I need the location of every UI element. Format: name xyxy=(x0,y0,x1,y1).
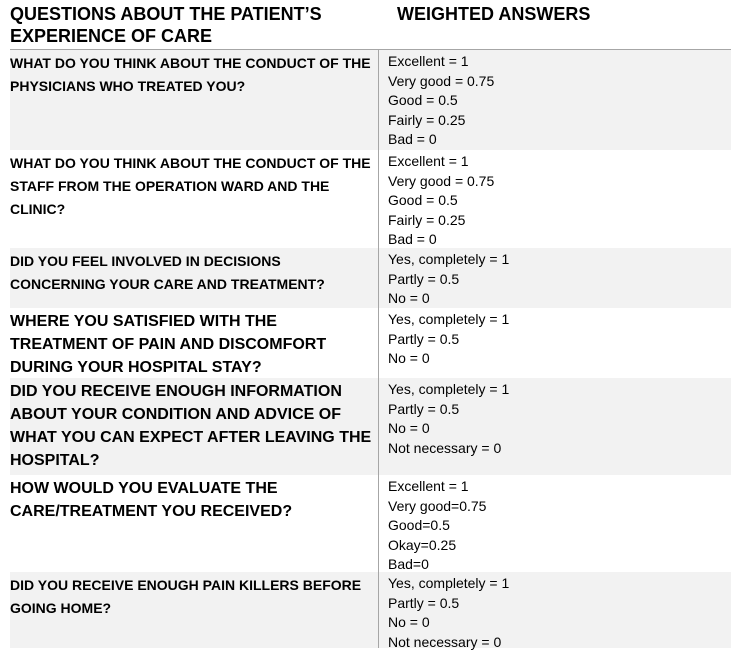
answer-option: Good = 0.5 xyxy=(388,91,731,111)
answer-option: Fairly = 0.25 xyxy=(388,211,731,231)
table-row xyxy=(10,378,731,475)
answer-option: Yes, completely = 1 xyxy=(388,380,731,400)
answer-option: Very good = 0.75 xyxy=(388,72,731,92)
answers-cell xyxy=(379,572,731,648)
answer-option: Not necessary = 0 xyxy=(388,633,731,652)
answer-option: Not necessary = 0 xyxy=(388,439,731,459)
answer-option: Excellent = 1 xyxy=(388,152,731,172)
answer-option: Partly = 0.5 xyxy=(388,330,731,350)
answer-option: No = 0 xyxy=(388,613,731,633)
answer-option: Bad=0 xyxy=(388,555,731,575)
table-header xyxy=(10,0,731,50)
question-cell: DID YOU RECEIVE ENOUGH INFORMATION ABOUT YOUR CONDITION AND ADVICE OF WHAT YOU CAN EXPECT AFTER LEAVING THE HOSPITAL? xyxy=(10,378,379,475)
answers-column-header: WEIGHTED ANSWERS xyxy=(379,0,731,49)
answer-option: Bad = 0 xyxy=(388,230,731,250)
table-row xyxy=(10,150,731,248)
answer-option: Partly = 0.5 xyxy=(388,270,731,290)
question-cell: DID YOU FEEL INVOLVED IN DECISIONS CONCERNING YOUR CARE AND TREATMENT? xyxy=(10,248,379,308)
question-cell: HOW WOULD YOU EVALUATE THE CARE/TREATMENT YOU RECEIVED? xyxy=(10,475,379,572)
table-row xyxy=(10,50,731,150)
answer-option: Bad = 0 xyxy=(388,130,731,150)
question-cell: DID YOU RECEIVE ENOUGH PAIN KILLERS BEFORE GOING HOME? xyxy=(10,572,379,648)
answer-option: No = 0 xyxy=(388,419,731,439)
answer-option: Okay=0.25 xyxy=(388,536,731,556)
answer-option: No = 0 xyxy=(388,349,731,369)
answers-cell xyxy=(379,308,731,378)
answers-cell xyxy=(379,248,731,308)
table-row xyxy=(10,475,731,572)
answer-option: Very good = 0.75 xyxy=(388,172,731,192)
table-row xyxy=(10,572,731,648)
answer-option: Excellent = 1 xyxy=(388,52,731,72)
answer-option: Partly = 0.5 xyxy=(388,594,731,614)
answers-cell xyxy=(379,475,731,572)
answer-option: Yes, completely = 1 xyxy=(388,574,731,594)
question-cell: WHAT DO YOU THINK ABOUT THE CONDUCT OF THE STAFF FROM THE OPERATION WARD AND THE CLINIC? xyxy=(10,150,379,248)
answers-cell xyxy=(379,150,731,248)
answer-option: No = 0 xyxy=(388,289,731,309)
answer-option: Good=0.5 xyxy=(388,516,731,536)
answer-option: Fairly = 0.25 xyxy=(388,111,731,131)
answer-option: Very good=0.75 xyxy=(388,497,731,517)
table-row xyxy=(10,248,731,308)
questions-column-header: QUESTIONS ABOUT THE PATIENT’S EXPERIENCE OF CARE xyxy=(10,0,379,49)
answer-option: Excellent = 1 xyxy=(388,477,731,497)
answer-option: Partly = 0.5 xyxy=(388,400,731,420)
answers-cell xyxy=(379,50,731,150)
table-row xyxy=(10,308,731,378)
question-cell: WHAT DO YOU THINK ABOUT THE CONDUCT OF THE PHYSICIANS WHO TREATED YOU? xyxy=(10,50,379,150)
answer-option: Good = 0.5 xyxy=(388,191,731,211)
answers-cell xyxy=(379,378,731,475)
question-cell: WHERE YOU SATISFIED WITH THE TREATMENT OF PAIN AND DISCOMFORT DURING YOUR HOSPITAL STAY? xyxy=(10,308,379,378)
answer-option: Yes, completely = 1 xyxy=(388,310,731,330)
answer-option: Yes, completely = 1 xyxy=(388,250,731,270)
